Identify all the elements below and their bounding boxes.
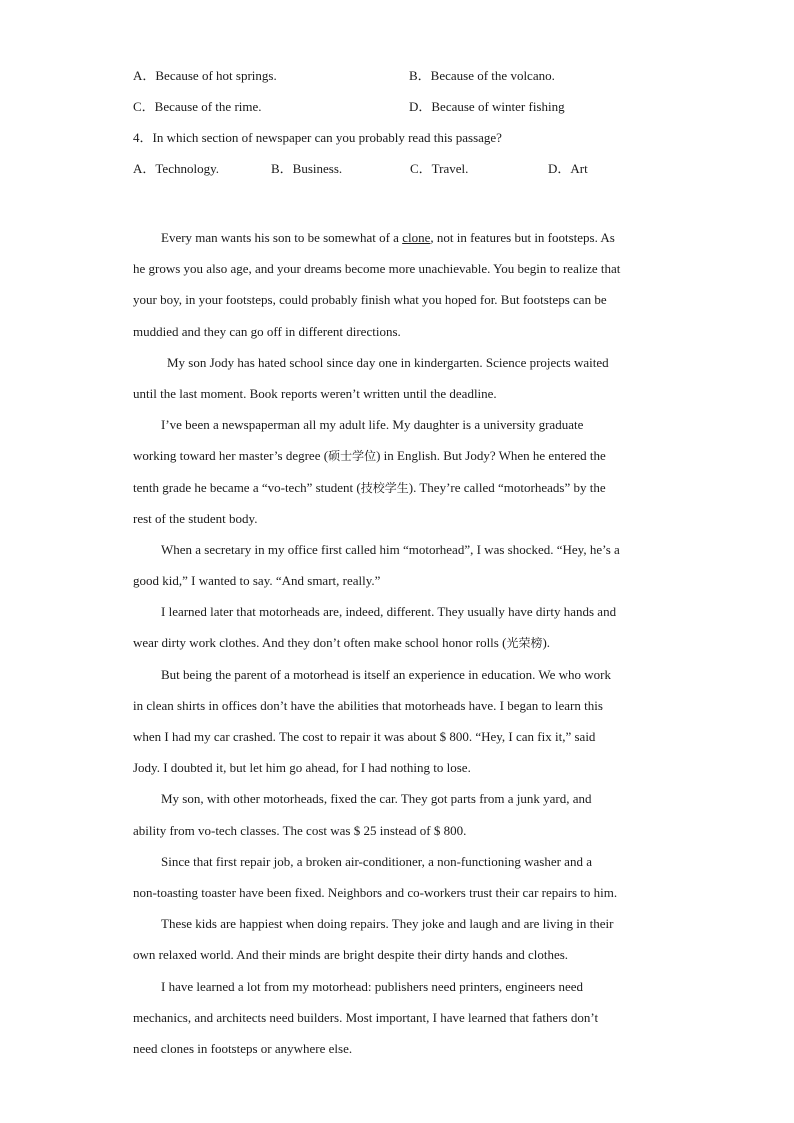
- q3-options-row-2: [133, 97, 693, 117]
- q3-option-a[interactable]: A．Because of hot springs.: [133, 68, 277, 83]
- p4-line-2: good kid,” I wanted to say. “And smart, really.”: [133, 573, 381, 589]
- p2-line-1: My son Jody has hated school since day one in kindergarten. Science projects waited: [167, 354, 609, 370]
- p5-l2-text-a: wear dirty work clothes. And they don’t often make school honor rolls (: [133, 635, 507, 651]
- paragraph-2: [133, 347, 663, 409]
- p3-line-1: I’ve been a newspaperman all my adult life. My daughter is a university graduate: [161, 417, 584, 433]
- q4-option-d[interactable]: D．Art: [548, 161, 588, 176]
- paragraph-6: [133, 659, 663, 784]
- p3-l2-text-a: working toward her master’s degree (: [133, 448, 329, 464]
- p9-line-2: own relaxed world. And their minds are bright despite their dirty hands and clothes.: [133, 947, 569, 963]
- p1-line-1: [133, 222, 663, 253]
- p1-line-4: muddied and they can go off in different directions.: [133, 323, 401, 339]
- p7-line-2: ability from vo-tech classes. The cost was $ 25 instead of $ 800.: [133, 822, 467, 838]
- p7-line-1: My son, with other motorheads, fixed the car. They got parts from a junk yard, and: [161, 791, 592, 807]
- paragraph-10: [133, 971, 663, 1065]
- p6-line-4: Jody. I doubted it, but let him go ahead, for I had nothing to lose.: [133, 760, 471, 776]
- p4-line-1: When a secretary in my office first called him “motorhead”, I was shocked. “Hey, he’s a: [161, 541, 620, 557]
- paragraph-1: [133, 222, 663, 347]
- q3-option-d[interactable]: D．Because of winter fishing: [409, 99, 565, 114]
- q4-option-b[interactable]: B．Business.: [271, 161, 343, 176]
- gloss-masters-degree: 硕士学位: [328, 449, 377, 464]
- p6-line-3: when I had my car crashed. The cost to repair it was about $ 800. “Hey, I can fix it,” said: [133, 729, 596, 744]
- paragraph-4: [133, 534, 663, 596]
- q4-question: 4．In which section of newspaper can you probably read this passage?: [133, 130, 502, 145]
- p1-line-2: he grows you also age, and your dreams become more unachievable. You begin to realize that: [133, 261, 621, 277]
- q3-options-row-1: [133, 66, 693, 86]
- q3-option-b[interactable]: B．Because of the volcano.: [409, 68, 555, 83]
- q4-options-row: [133, 159, 693, 179]
- p9-line-1: These kids are happiest when doing repairs. They joke and laugh and are living in their: [161, 916, 614, 932]
- paragraph-9: [133, 908, 663, 970]
- p8-line-1: Since that first repair job, a broken air-conditioner, a non-functioning washer and a: [161, 853, 592, 869]
- p2-line-2: until the last moment. Book reports weren’t written until the deadline.: [133, 385, 497, 401]
- paragraph-3: [133, 409, 663, 534]
- p3-line-2: [133, 440, 663, 471]
- underlined-word-clone: clone: [402, 230, 431, 245]
- p10-line-1: I have learned a lot from my motorhead: publishers need printers, engineers need: [161, 978, 583, 994]
- p5-line-1: I learned later that motorheads are, indeed, different. They usually have dirty hands and: [161, 604, 617, 620]
- p10-line-2: mechanics, and architects need builders. Most important, I have learned that fathers don’t: [133, 1009, 599, 1025]
- p5-line-2: [133, 627, 663, 658]
- p6-line-1: But being the parent of a motorhead is itself an experience in education. We who work: [161, 666, 611, 682]
- paragraph-7: [133, 783, 663, 845]
- p3-line-3: [133, 472, 663, 503]
- p5-l2-text-b: ).: [542, 635, 551, 651]
- p1-text-a: Every man wants his son to be somewhat of a: [161, 230, 403, 245]
- q4-option-c[interactable]: C．Travel.: [410, 161, 469, 176]
- p1-text-b: , not in features but in footsteps. As: [430, 230, 615, 245]
- paragraph-8: [133, 846, 663, 908]
- q3-option-c[interactable]: C．Because of the rime.: [133, 99, 262, 114]
- paragraph-5: [133, 596, 663, 658]
- p10-line-3: need clones in footsteps or anywhere else.: [133, 1040, 353, 1056]
- gloss-vo-tech-student: 技校学生: [360, 480, 409, 495]
- p3-l3-text-b: ). They’re called “motorheads” by the: [408, 479, 606, 495]
- p6-line-2: in clean shirts in offices don’t have the abilities that motorheads have. I began to learn this: [133, 697, 603, 713]
- p8-line-2: non-toasting toaster have been fixed. Neighbors and co-workers trust their car repairs to him.: [133, 884, 618, 900]
- p3-l2-text-b: ) in English. But Jody? When he entered the: [376, 448, 606, 464]
- q4-option-a[interactable]: A．Technology.: [133, 161, 219, 176]
- p3-l3-text-a: tenth grade he became a “vo-tech” student (: [133, 479, 361, 495]
- reading-passage: [133, 222, 663, 1064]
- p3-line-4: rest of the student body.: [133, 510, 258, 526]
- gloss-honor-rolls: 光荣榜: [506, 636, 543, 651]
- p1-line-3: your boy, in your footsteps, could probably finish what you hoped for. But footsteps can be: [133, 292, 607, 308]
